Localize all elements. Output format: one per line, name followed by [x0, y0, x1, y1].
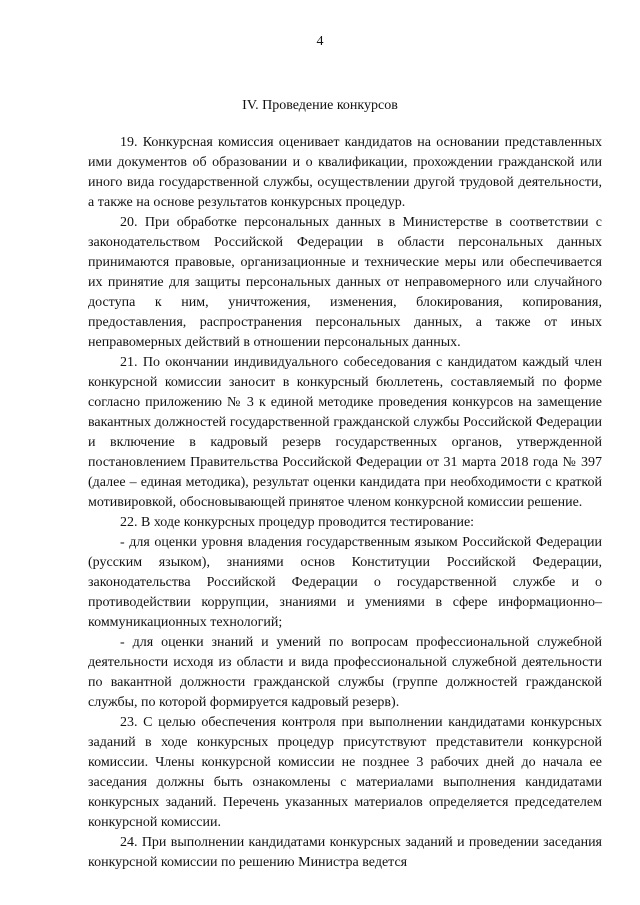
paragraph-21: 21. По окончании индивидуального собеседования с кандидатом каждый член конкурсной комиссии заносит в конкурсный бюллетень, составляемый по форме согласно приложению № 3 к единой методике проведения конкурсов на замещение вакантных должностей государственной гражданской службы Российской Федерации и включение в кадровый резерв государственных органов, утвержденной постановлением Правительства Российской Федерации от 31 марта 2018 года № 397 (далее – единая методика), результат оценки кандидата при необходимости с краткой мотивировкой, обосновывающей принятое членом конкурсной комиссии решение.: [88, 355, 602, 510]
document-body: [88, 133, 602, 873]
page-number: 4: [316, 34, 324, 49]
paragraph-24: 24. При выполнении кандидатами конкурсных заданий и проведении заседания конкурсной комиссии по решению Министра ведется: [88, 835, 602, 870]
paragraph-22-item-2: - для оценки знаний и умений по вопросам профессиональной служебной деятельности исходя из области и вида профессиональной служебной деятельности по вакантной должности гражданской службы (группе должностей гражданской службы, по которой формируется кадровый резерв).: [88, 635, 602, 710]
paragraph-20: 20. При обработке персональных данных в Министерстве в соответствии с законодательством Российской Федерации в области персональных данных принимаются правовые, организационные и технические меры или обеспечивается их принятие для защиты персональных данных от неправомерного или случайного доступа к ним, уничтожения, изменения, блокирования, копирования, предоставления, распространения персональных данных, а также от иных неправомерных действий в отношении персональных данных.: [88, 215, 602, 350]
paragraph-22: 22. В ходе конкурсных процедур проводится тестирование:: [120, 515, 475, 530]
paragraph-19: 19. Конкурсная комиссия оценивает кандидатов на основании представленных ими документов об образовании и о квалификации, прохождении гражданской или иного вида государственной службы, осуществлении другой трудовой деятельности, а также на основе результатов конкурсных процедур.: [88, 135, 602, 210]
paragraph-22-item-1: - для оценки уровня владения государственным языком Российской Федерации (русским языком), знаниями основ Конституции Российской Федерации, законодательства Российской Федерации о государственной службе и о противодействии коррупции, знаниями и умениями в сфере информационно–коммуникационных технологий;: [88, 535, 602, 630]
section-title: IV. Проведение конкурсов: [242, 98, 398, 113]
paragraph-23: 23. С целью обеспечения контроля при выполнении кандидатами конкурсных заданий в ходе конкурсных процедур присутствуют представители конкурсной комиссии. Члены конкурсной комиссии не позднее 3 рабочих дней до начала ее заседания должны быть ознакомлены с материалами выполнения кандидатами конкурсных заданий. Перечень указанных материалов определяется председателем конкурсной комиссии.: [88, 715, 602, 830]
